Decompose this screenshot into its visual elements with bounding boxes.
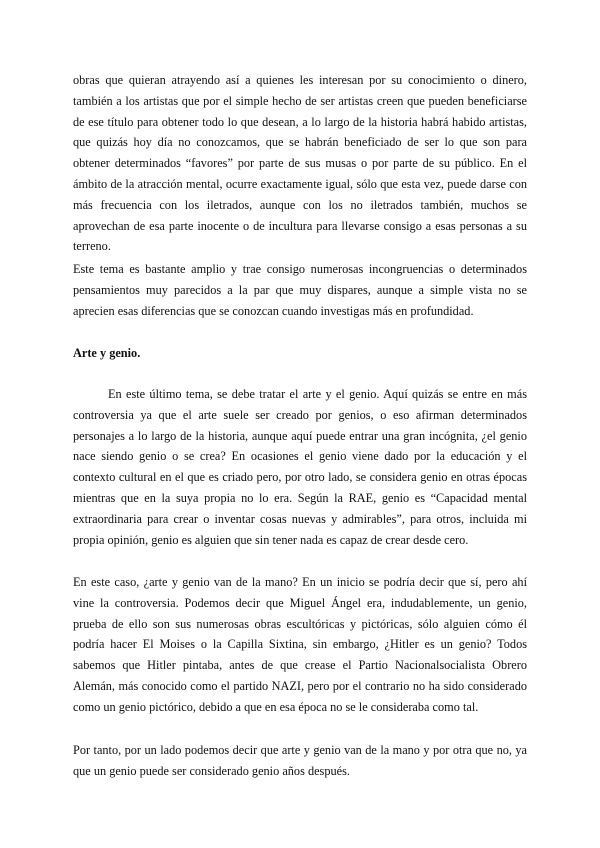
paragraph-intro-continuation: obras que quieran atrayendo así a quienes les interesan por su conocimiento o dinero, también a los artistas que por el simple hecho de ser artistas creen que pueden beneficiarse de ese título para obtener todo lo que desean, a lo largo de la historia habrá habido artistas, que quizás hoy día no conozcamos, que se habrán beneficiado de ser lo que son para obtener determinados “favores” por parte de sus musas o por parte de su público. En el ámbito de la atracción mental, ocurre exactamente igual, sólo que esta vez, puede darse con más frecuencia con los iletrados, aunque con los no iletrados también, muchos se aprovechan de esa parte inocente o de incultura para llevarse consigo a esas personas a su terreno.	[73, 73, 527, 254]
paragraph-topic-scope: Este tema es bastante amplio y trae consigo numerosas incongruencias o determinados pensamientos muy parecidos a la par que muy dispares, aunque a simple vista no se aprecien esas diferencias que se conozcan cuando investigas más en profundidad.	[73, 262, 527, 318]
paragraph-conclusion: Por tanto, por un lado podemos decir que arte y genio van de la mano y por otra que no, ya que un genio puede ser considerado genio años después.	[73, 743, 527, 778]
paragraph-arte-genio-examples: En este caso, ¿arte y genio van de la mano? En un inicio se podría decir que sí, pero ahí vine la controversia. Podemos decir que Miguel Ángel era, indudablemente, un genio, prueba de ello son sus numerosas obras escultóricas y pictóricas, sólo alguien cómo él podría hacer El Moises o la Capilla Sixtina, sin embargo, ¿Hitler es un genio? Todos sabemos que Hitler pintaba, antes de que crease el Partio Nacionalsocialista Obrero Alemán, más conocido como el partido NAZI, pero por el contrario no ha sido considerado como un genio pictórico, debido a que en esa época no se le consideraba como tal.	[73, 575, 527, 714]
section-heading-arte-y-genio: Arte y genio.	[73, 346, 141, 360]
paragraph-genio-definition: En este último tema, se debe tratar el arte y el genio. Aquí quizás se entre en más controversia ya que el arte suele ser creado por genios, o eso afirman determinados personajes a lo largo de la historia, aunque aquí puede entrar una gran incógnita, ¿el genio nace siendo genio o se crea? En ocasiones el genio viene dado por la educación y el contexto cultural en el que es criado pero, por otro lado, se considera genio en otras épocas mientras que en la suya propia no lo era. Según la RAE, genio es “Capacidad mental extraordinaria para crear o inventar cosas nuevas y admirables”, para otros, incluida mi propia opinión, genio es alguien que sin tener nada es capaz de crear desde cero.	[73, 387, 527, 547]
